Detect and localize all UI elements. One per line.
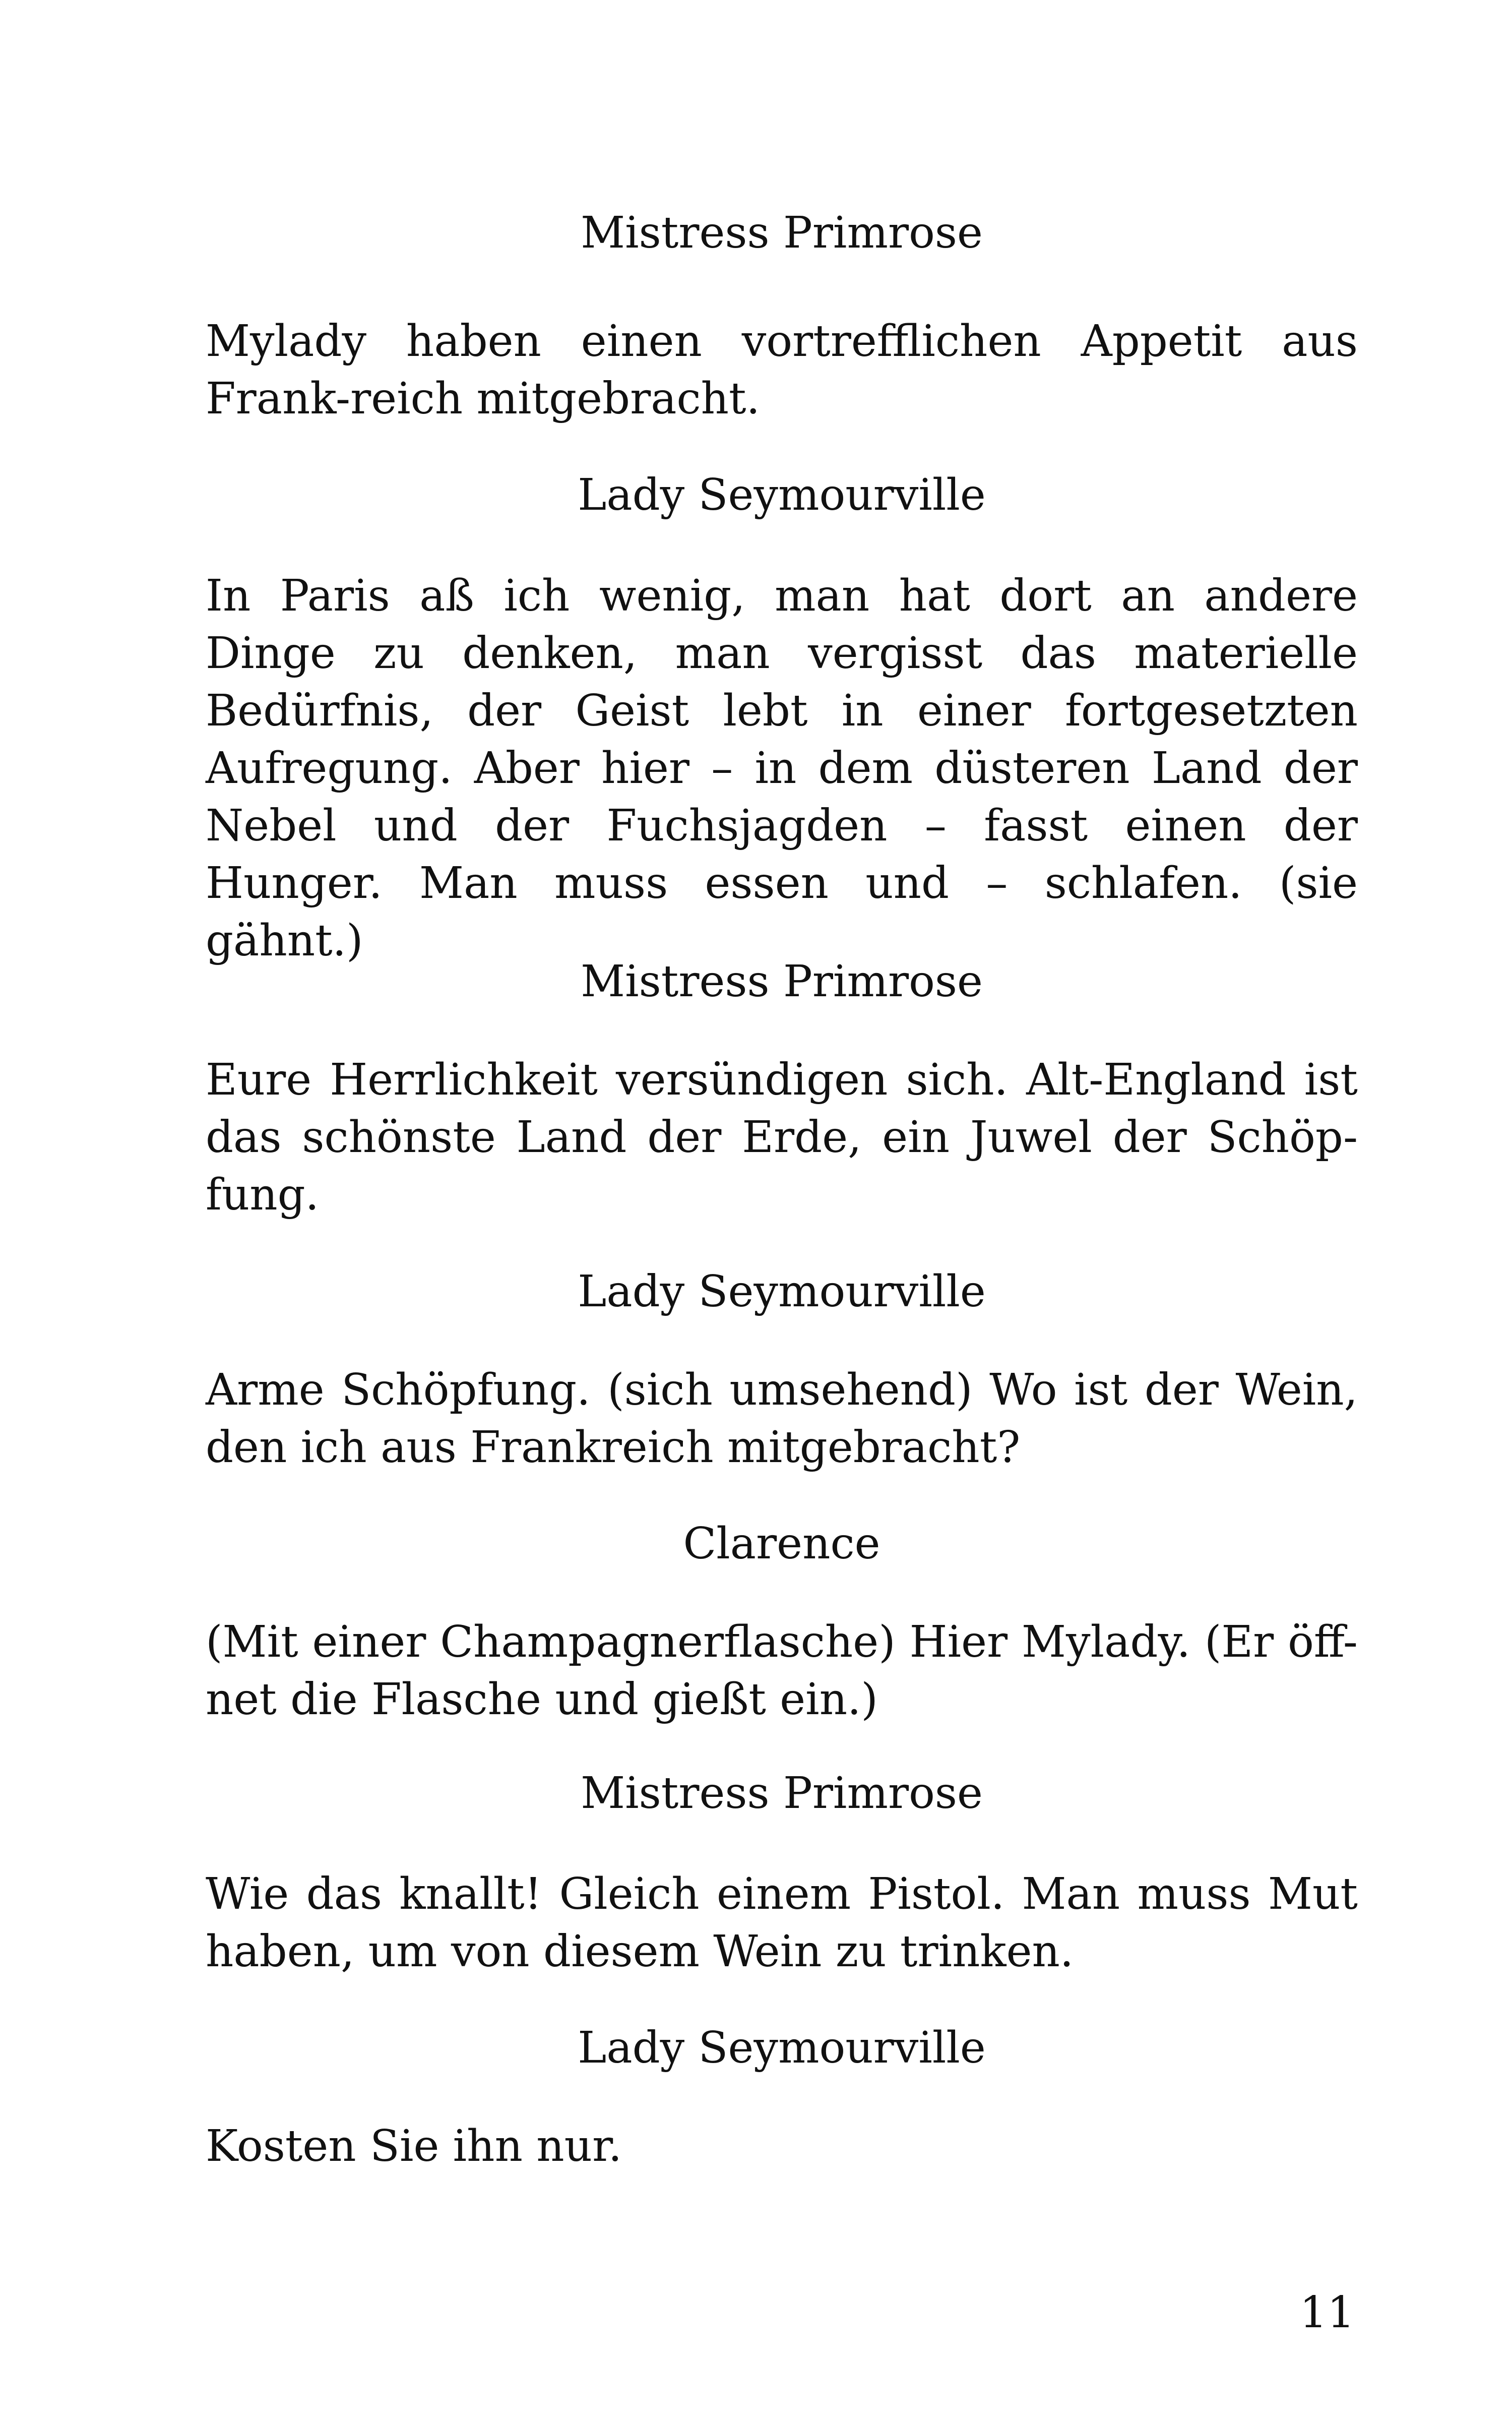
dialogue-line: Kosten Sie ihn nur.: [206, 2121, 622, 2171]
speaker-name: Lady Seymourville: [578, 470, 986, 520]
dialogue-line: Arme Schöpfung. (sich umsehend) Wo ist der Wein, den ich aus Frankreich mitgebracht?: [206, 1365, 1358, 1473]
dialogue-line: (Mit einer Champagnerflasche) Hier Mylady. (Er öff-net die Flasche und gießt ein.): [206, 1617, 1358, 1725]
dialogue-line: Mylady haben einen vortrefflichen Appetit aus Frank-reich mitgebracht.: [206, 316, 1358, 424]
dialogue-line: In Paris aß ich wenig, man hat dort an andere Dinge zu denken, man vergisst das materielle Bedürfnis, der Geist lebt in einer fortgesetzten Aufregung. Aber hier – in dem düsteren Land der Nebel und der Fuchsjagden – fasst einen der Hunger. Man muss essen und – schlafen. (sie gähnt.): [206, 571, 1358, 966]
speaker-name: Lady Seymourville: [578, 2023, 986, 2073]
dialogue-line: Wie das knallt! Gleich einem Pistol. Man muss Mut haben, um von diesem Wein zu trinken.: [206, 1869, 1358, 1977]
speaker-name: Mistress Primrose: [581, 1768, 983, 1819]
speaker-name: Mistress Primrose: [581, 956, 983, 1007]
speaker-name: Clarence: [683, 1519, 880, 1569]
speaker-name: Lady Seymourville: [578, 1266, 986, 1317]
dialogue-line: Eure Herrlichkeit versündigen sich. Alt-England ist das schönste Land der Erde, ein Juwel der Schöp-fung.: [206, 1055, 1358, 1220]
speaker-name: Mistress Primrose: [581, 208, 983, 258]
page-number: 11: [1299, 2287, 1355, 2338]
